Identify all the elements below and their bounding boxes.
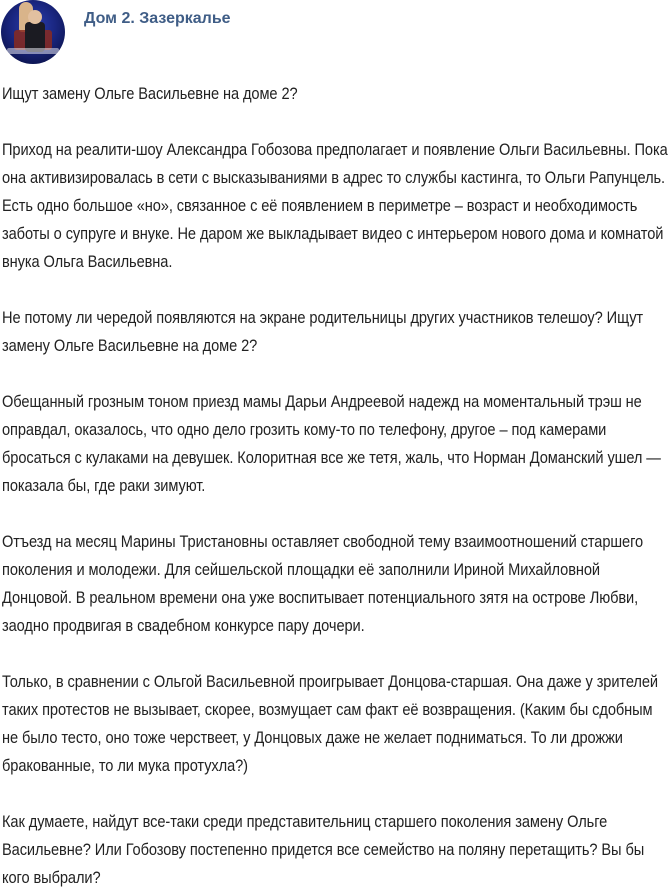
post-paragraph: Отъезд на месяц Марины Тристановны оставляет свободной тему взаимоотношений старшего поколения и молодежи. Для сейшельской площадки её заполнили Ириной Михайловной Донцовой. В реальном времени она уже воспитывает потенциального зятя на острове Любви, заодно продвигая в свадебном конкурсе пару дочери. — [2, 532, 644, 635]
avatar-figure — [28, 10, 42, 24]
post-paragraph: Как думаете, найдут все-таки среди представительниц старшего поколения замену Ольге Васильевне? Или Гобозову постепенно придется все семейство на поляну перетащить? Вы бы кого выбрали? — [2, 812, 645, 887]
post-paragraph: Приход на реалити-шоу Александра Гобозова предполагает и появление Ольги Васильевны. Пока она активизировалась в сети с высказываниями в адрес то службы кастинга, то Ольги Рапунцель. Есть одно большое «но», связанное с её появлением в периметре – возраст и необходимость заботы о супруге и внуке. Не даром же выкладывает видео с интерьером нового дома и комнатой внука Ольга Васильевна. — [2, 140, 668, 271]
post-header — [0, 0, 670, 66]
post-paragraph: Обещанный грозным тоном приезд мамы Дарьи Андреевой надежд на моментальный трэш не оправдал, оказалось, что одно дело грозить кому-то по телефону, другое – под камерами бросаться с кулаками на девушек. Колоритная все же тетя, жаль, что Норман Доманский ушел — показала бы, где раки зимуют. — [2, 392, 661, 495]
community-title[interactable]: Дом 2. Зазеркалье — [84, 10, 231, 27]
post-body — [2, 80, 668, 892]
post-paragraph: Не потому ли чередой появляются на экране родительницы других участников телешоу? Ищут замену Ольге Васильевне на доме 2? — [2, 308, 644, 355]
community-avatar[interactable] — [1, 0, 65, 64]
avatar-caption — [7, 48, 59, 54]
post-headline: Ищут замену Ольге Васильевне на доме 2? — [2, 84, 298, 103]
post-paragraph: Только, в сравнении с Ольгой Васильевной проигрывает Донцова-старшая. Она даже у зрителей таких протестов не вызывает, скорее, возмущает сам факт её возвращения. (Каким бы сдобным не было тесто, оно тоже черствеет, у Донцовых даже не желает подниматься. То ли дрожжи бракованные, то ли мука протухла?) — [2, 672, 659, 775]
